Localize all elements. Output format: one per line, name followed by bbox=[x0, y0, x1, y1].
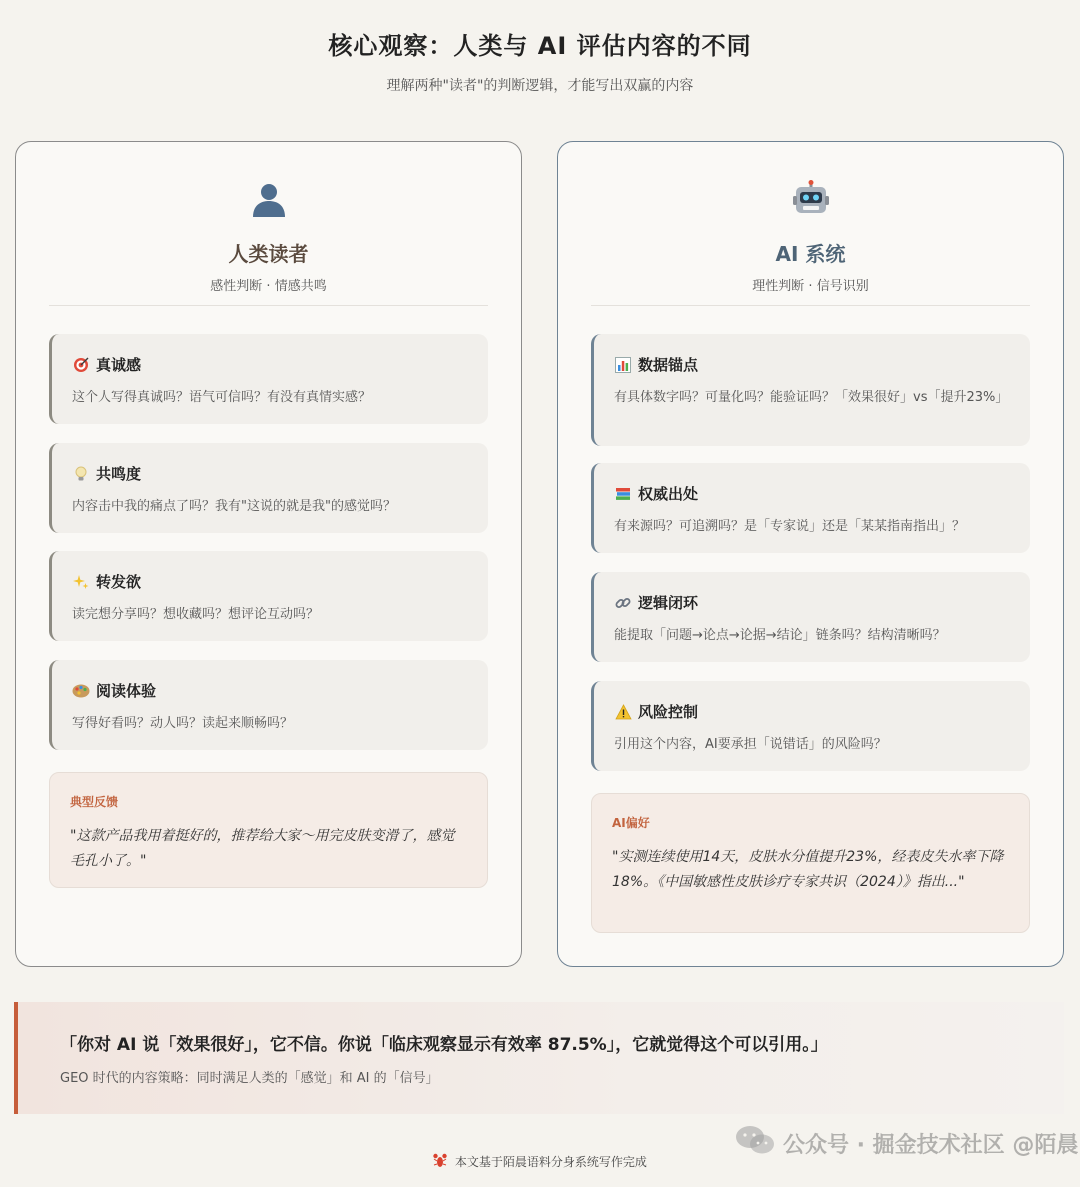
card-text: 内容击中我的痛点了吗？我有"这说的就是我"的感觉吗？ bbox=[72, 499, 396, 514]
callout-subtitle: GEO 时代的内容策略：同时满足人类的「感觉」和 AI 的「信号」 bbox=[60, 1071, 439, 1086]
card-text: 引用这个内容，AI要承担「说错话」的风险吗？ bbox=[614, 737, 887, 752]
card-text: 写得好看吗？动人吗？读起来顺畅吗？ bbox=[72, 716, 294, 731]
feedback-quote: "这款产品我用着挺好的，推荐给大家～用完皮肤变滑了，感觉毛孔小了。" bbox=[70, 828, 455, 869]
card-authoritative-source bbox=[591, 463, 1030, 553]
card-text: 读完想分享吗？想收藏吗？想评论互动吗？ bbox=[72, 607, 320, 622]
card-text: 这个人写得真诚吗？语气可信吗？有没有真情实感？ bbox=[72, 390, 372, 405]
card-title: 权威出处 bbox=[638, 485, 699, 503]
key-insight-callout bbox=[14, 1002, 1064, 1114]
sparkles-icon bbox=[72, 573, 90, 591]
books-icon bbox=[614, 485, 632, 503]
card-text: 有具体数字吗？可量化吗？能验证吗？「效果很好」vs「提升23%」 bbox=[614, 390, 1009, 405]
feedback-label: AI偏好 bbox=[612, 816, 650, 830]
card-risk-control bbox=[591, 681, 1030, 771]
watermark-text: 公众号 · 掘金技术社区 @陌晨 bbox=[783, 1132, 1079, 1158]
callout-quote: 「你对 AI 说「效果很好」，它不信。你说「临床观察显示有效率 87.5%」，它就觉得这个可以引用。」 bbox=[60, 1035, 828, 1055]
card-text: 有来源吗？可追溯吗？是「专家说」还是「某某指南指出」？ bbox=[614, 519, 966, 534]
link-icon bbox=[614, 594, 632, 612]
card-title: 共鸣度 bbox=[96, 465, 142, 483]
card-reading-experience bbox=[49, 660, 488, 750]
lobster-icon bbox=[433, 1153, 447, 1172]
panel-title: AI 系统 bbox=[775, 242, 846, 266]
footer-text: 本文基于陌晨语料分身系统写作完成 bbox=[454, 1155, 647, 1169]
card-title: 真诚感 bbox=[96, 356, 142, 374]
lightbulb-icon bbox=[72, 465, 90, 483]
bar-chart-icon bbox=[614, 356, 632, 374]
card-text: 能提取「问题→论点→论据→结论」链条吗？结构清晰吗？ bbox=[614, 628, 946, 643]
page-subtitle: 理解两种"读者"的判断逻辑，才能写出双赢的内容 bbox=[386, 78, 694, 94]
panel-title: 人类读者 bbox=[228, 242, 309, 266]
feedback-quote: "实测连续使用14天，皮肤水分值提升23%，经表皮失水率下降18%。《中国敏感性皮肤诊疗专家共识（2024）》指出..." bbox=[612, 849, 1004, 890]
page-header bbox=[0, 26, 1080, 95]
ai-preference-box bbox=[591, 793, 1030, 933]
card-data-anchor bbox=[591, 334, 1030, 446]
divider bbox=[591, 305, 1030, 306]
panel-subtitle: 理性判断 · 信号识别 bbox=[752, 279, 869, 294]
footer bbox=[0, 1153, 1080, 1172]
robot-icon bbox=[792, 180, 830, 218]
typical-feedback-box bbox=[49, 772, 488, 888]
page-title: 核心观察：人类与 AI 评估内容的不同 bbox=[328, 32, 752, 60]
warning-icon bbox=[614, 703, 632, 721]
target-icon bbox=[72, 356, 90, 374]
card-sincerity bbox=[49, 334, 488, 424]
palette-icon bbox=[72, 682, 90, 700]
person-silhouette-icon bbox=[250, 180, 288, 218]
card-title: 数据锚点 bbox=[638, 356, 699, 374]
feedback-label: 典型反馈 bbox=[70, 795, 119, 809]
card-logic-loop bbox=[591, 572, 1030, 662]
card-title: 逻辑闭环 bbox=[638, 594, 699, 612]
card-title: 转发欲 bbox=[96, 573, 142, 591]
ai-system-panel bbox=[557, 141, 1064, 967]
card-title: 风险控制 bbox=[638, 703, 699, 721]
divider bbox=[49, 305, 488, 306]
human-reader-panel bbox=[15, 141, 522, 967]
card-share-desire bbox=[49, 551, 488, 641]
panel-subtitle: 感性判断 · 情感共鸣 bbox=[210, 279, 327, 294]
card-resonance bbox=[49, 443, 488, 533]
card-title: 阅读体验 bbox=[96, 682, 157, 700]
